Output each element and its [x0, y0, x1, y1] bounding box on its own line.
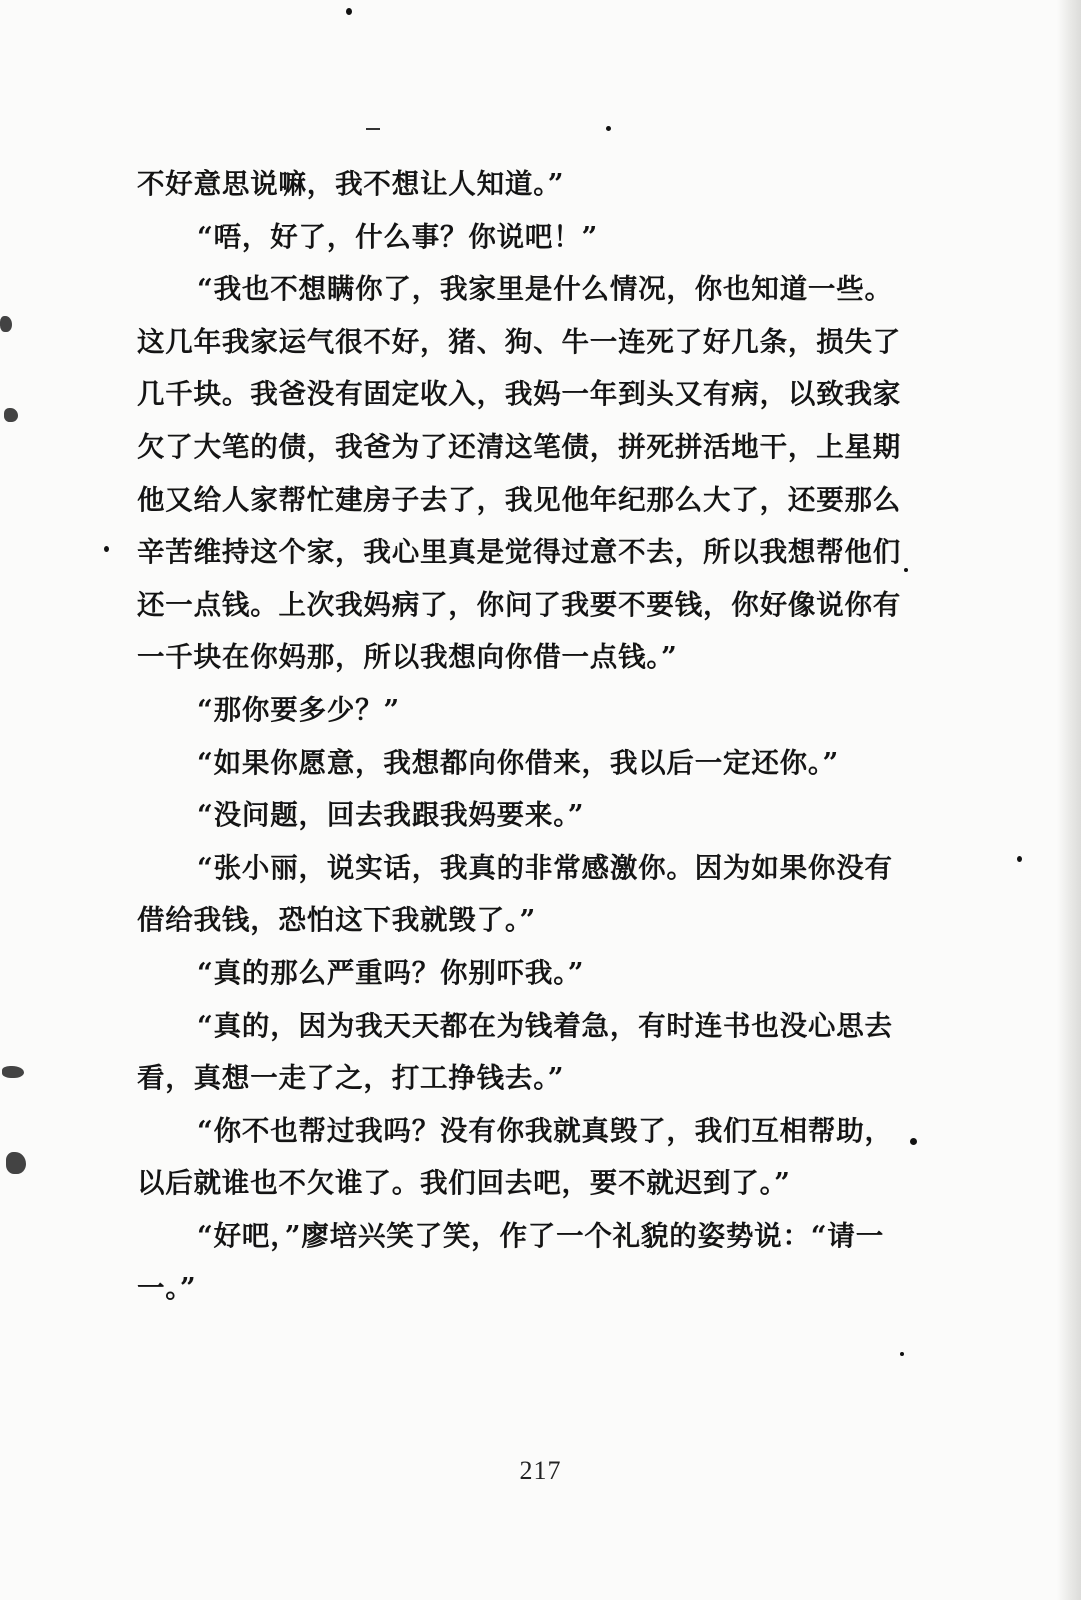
scan-blot — [2, 1066, 24, 1078]
text-line: 借给我钱，恐怕这下我就毁了。” — [137, 904, 537, 937]
text-line: “好吧，”廖培兴笑了笑，作了一个礼貌的姿势说：“请一 — [197, 1219, 885, 1252]
text-line: “真的那么严重吗？你别吓我。” — [197, 956, 585, 989]
scan-speck — [104, 546, 109, 552]
text-line: “没问题，回去我跟我妈要来。” — [197, 799, 585, 832]
scan-blot — [6, 1152, 26, 1174]
text-line: 他又给人家帮忙建房子去了，我见他年纪那么大了，还要那么 — [137, 483, 902, 516]
text-line: “如果你愿意，我想都向你借来，我以后一定还你。” — [197, 746, 840, 779]
body-text — [137, 158, 967, 1315]
scan-speck — [346, 8, 352, 15]
text-line: “你不也帮过我吗？没有你我就真毁了，我们互相帮助， — [197, 1114, 893, 1147]
text-line: 一。” — [137, 1272, 197, 1305]
text-line: “那你要多少？” — [197, 693, 401, 726]
scan-blot — [4, 408, 18, 422]
scan-blot — [0, 316, 12, 332]
scan-speck — [606, 126, 611, 131]
text-line: “张小丽，说实话，我真的非常感激你。因为如果你没有 — [197, 851, 893, 884]
text-line: 这几年我家运气很不好，猪、狗、牛一连死了好几条，损失了 — [137, 325, 902, 358]
scan-mark — [366, 128, 380, 130]
text-line: “真的，因为我天天都在为钱着急，有时连书也没心思去 — [197, 1009, 893, 1042]
text-line: 不好意思说嘛，我不想让人知道。” — [137, 168, 565, 200]
text-line: 还一点钱。上次我妈病了，你问了我要不要钱，你好像说你有 — [137, 588, 902, 621]
text-line: 辛苦维持这个家，我心里真是觉得过意不去，所以我想帮他们 — [137, 536, 902, 569]
text-line: “唔，好了，什么事？你说吧！” — [197, 220, 599, 253]
text-line: 一千块在你妈那，所以我想向你借一点钱。” — [137, 641, 678, 674]
page-edge-shadow — [1057, 0, 1081, 1600]
text-line: 看，真想一走了之，打工挣钱去。” — [137, 1062, 565, 1095]
text-line: “我也不想瞒你了，我家里是什么情况，你也知道一些。 — [197, 273, 893, 306]
text-line: 欠了大笔的债，我爸为了还清这笔债，拼死拼活地干，上星期 — [137, 430, 902, 463]
page-number: 217 — [519, 1456, 562, 1485]
scan-speck — [900, 1352, 904, 1356]
text-line: 以后就谁也不欠谁了。我们回去吧，要不就迟到了。” — [137, 1167, 791, 1200]
scan-speck — [1017, 856, 1022, 862]
text-line: 几千块。我爸没有固定收入，我妈一年到头又有病，以致我家 — [137, 378, 902, 411]
